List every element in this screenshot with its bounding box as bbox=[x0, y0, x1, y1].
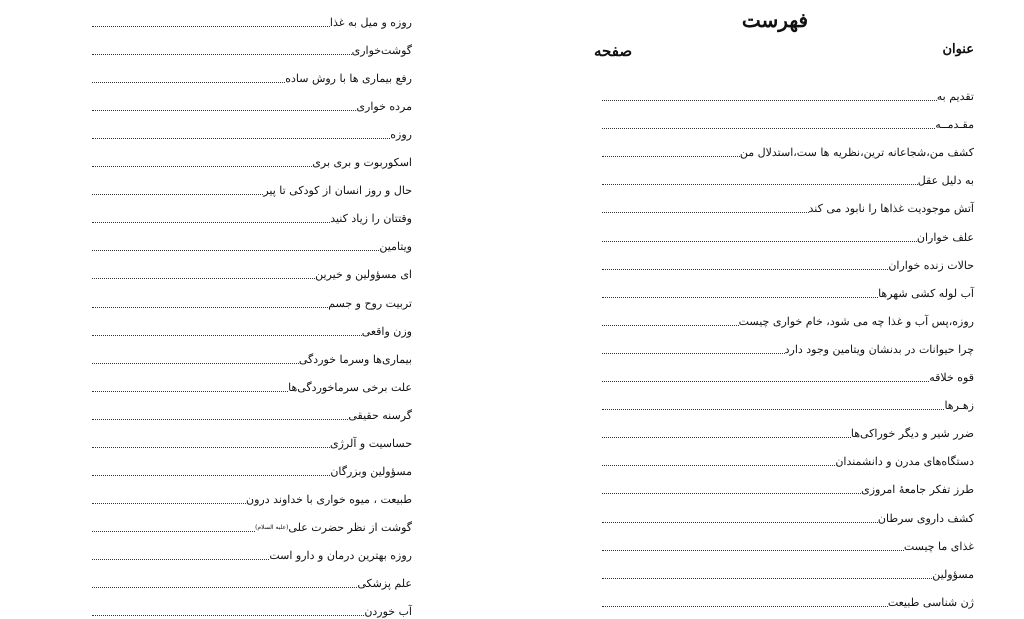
toc-entry[interactable] bbox=[92, 86, 412, 114]
dot-leader bbox=[92, 615, 364, 616]
dot-leader bbox=[602, 465, 835, 466]
dot-leader bbox=[92, 531, 255, 532]
toc-entry-label: حال و روز انسان از کودکی تا پیر bbox=[263, 184, 412, 198]
toc-entry[interactable] bbox=[92, 142, 412, 170]
toc-entry[interactable] bbox=[92, 170, 412, 198]
toc-entry[interactable] bbox=[92, 423, 412, 451]
toc-entry[interactable] bbox=[602, 132, 974, 160]
toc-entry[interactable] bbox=[602, 329, 974, 357]
toc-entry[interactable] bbox=[602, 188, 974, 216]
toc-entry[interactable] bbox=[92, 507, 412, 535]
dot-leader bbox=[92, 250, 379, 251]
toc-entry[interactable] bbox=[602, 413, 974, 441]
dot-leader bbox=[602, 297, 878, 298]
toc-entry[interactable] bbox=[92, 226, 412, 254]
dot-leader bbox=[92, 194, 263, 195]
toc-entry[interactable] bbox=[92, 367, 412, 395]
dot-leader bbox=[92, 54, 352, 55]
toc-entry-label: حالات زنده خواران bbox=[888, 258, 974, 272]
toc-entry-label: تقدیم به bbox=[936, 90, 974, 104]
dot-leader bbox=[602, 184, 918, 185]
toc-entry-label: چرا حیوانات در بدنشان ویتامین وجود دارد bbox=[784, 342, 974, 356]
dot-leader bbox=[92, 110, 356, 111]
dot-leader bbox=[602, 325, 739, 326]
toc-entry-label: طبیعت ، میوه خواری با خداوند درون bbox=[246, 492, 412, 506]
toc-entry[interactable] bbox=[602, 301, 974, 329]
toc-entry-label: روزه،پس آب و غذا چه می شود، خام خواری چیست bbox=[738, 314, 974, 328]
toc-entry[interactable] bbox=[602, 245, 974, 273]
toc-entry-label: رفع بیماری ها با روش ساده bbox=[285, 72, 412, 86]
toc-entry[interactable] bbox=[92, 591, 412, 619]
toc-entry[interactable] bbox=[92, 198, 412, 226]
dot-leader bbox=[602, 493, 861, 494]
toc-entry-label: بیماری‌ها وسرما خوردگی bbox=[298, 352, 412, 366]
dot-leader bbox=[602, 128, 935, 129]
dot-leader bbox=[602, 212, 809, 213]
toc-entry-label: آب لوله کشی شهرها bbox=[878, 286, 974, 300]
toc-entry-label: به دلیل عقل bbox=[917, 174, 974, 188]
toc-entry[interactable] bbox=[602, 469, 974, 497]
dot-leader bbox=[602, 550, 904, 551]
toc-entry-label: ضرر شیر و دیگر خوراکی‌ها bbox=[850, 427, 974, 441]
toc-entry-label: کشف من،شجاعانه ترین،نظریه ها ست،استدلال من bbox=[739, 146, 974, 160]
toc-entry[interactable] bbox=[92, 451, 412, 479]
dot-leader bbox=[92, 166, 312, 167]
column-header-title: عنوان bbox=[942, 42, 974, 57]
toc-entry[interactable] bbox=[92, 30, 412, 58]
toc-entry-label: دستگاه‌های مدرن و دانشمندان bbox=[835, 455, 974, 469]
toc-entry-label: ژن شناسی طبیعت bbox=[887, 595, 974, 609]
dot-leader bbox=[92, 447, 330, 448]
toc-right-column bbox=[602, 76, 974, 610]
toc-entry[interactable] bbox=[92, 311, 412, 339]
toc-entry[interactable] bbox=[92, 395, 412, 423]
dot-leader bbox=[92, 222, 330, 223]
toc-entry-label: مقـدمــه bbox=[935, 118, 974, 132]
toc-entry[interactable] bbox=[92, 282, 412, 310]
dot-leader bbox=[602, 269, 888, 270]
toc-entry-label: علف خواران bbox=[916, 230, 974, 244]
honorific-superscript: (علیه السلام) bbox=[255, 523, 289, 531]
toc-entry[interactable] bbox=[92, 563, 412, 591]
toc-entry-label: وزن واقعی bbox=[361, 324, 412, 338]
toc-entry-label: حساسیت و آلرژی bbox=[329, 436, 412, 450]
dot-leader bbox=[602, 437, 851, 438]
toc-entry-label: علت برخی سرماخوردگی‌ها bbox=[288, 380, 412, 394]
dot-leader bbox=[92, 26, 330, 27]
dot-leader bbox=[92, 82, 285, 83]
toc-entry-label: تربیت روح و جسم bbox=[328, 296, 412, 310]
toc-entry[interactable] bbox=[92, 339, 412, 367]
toc-entry-label: طرز تفکر جامعهٔ امروزی bbox=[861, 483, 974, 497]
dot-leader bbox=[602, 409, 944, 410]
toc-entry[interactable] bbox=[602, 76, 974, 104]
toc-entry-label: وقتتان را زیاد کنید bbox=[330, 212, 412, 226]
dot-leader bbox=[602, 381, 929, 382]
dot-leader bbox=[602, 100, 937, 101]
dot-leader bbox=[92, 307, 328, 308]
toc-entry[interactable] bbox=[602, 160, 974, 188]
dot-leader bbox=[602, 156, 740, 157]
dot-leader bbox=[92, 391, 288, 392]
toc-entry[interactable] bbox=[602, 582, 974, 610]
toc-entry-label: قوه خلاقه bbox=[929, 371, 974, 385]
dot-leader bbox=[92, 278, 315, 279]
toc-entry[interactable] bbox=[602, 497, 974, 525]
dot-leader bbox=[92, 335, 362, 336]
toc-entry[interactable] bbox=[92, 2, 412, 30]
toc-entry-label: روزه bbox=[390, 128, 412, 142]
toc-entry-label: آتش موجودیت غذاها را نابود می کند bbox=[808, 202, 974, 216]
toc-entry-label: زهـرها bbox=[944, 399, 974, 413]
page-title: فهرست bbox=[741, 8, 809, 32]
toc-entry-label: اسکوربوت و بری بری bbox=[312, 156, 412, 170]
dot-leader bbox=[92, 363, 299, 364]
dot-leader bbox=[602, 522, 878, 523]
dot-leader bbox=[602, 241, 917, 242]
toc-entry-label: مسؤولین bbox=[932, 567, 974, 581]
toc-entry-label: کشف داروی سرطان bbox=[877, 511, 974, 525]
toc-entry-label: علم پزشکی bbox=[357, 576, 412, 590]
toc-entry-label: مرده خواری bbox=[356, 100, 412, 114]
dot-leader bbox=[602, 353, 785, 354]
toc-entry-label: روزه بهترین درمان و دارو است bbox=[269, 548, 412, 562]
dot-leader bbox=[92, 419, 348, 420]
toc-entry-label: ویتامین bbox=[379, 240, 412, 254]
toc-entry-label: گوشت از نظر حضرت علی bbox=[288, 520, 412, 534]
toc-entry[interactable] bbox=[602, 357, 974, 385]
toc-entry[interactable] bbox=[92, 58, 412, 86]
toc-left-column bbox=[92, 2, 412, 619]
dot-leader bbox=[92, 138, 390, 139]
toc-entry-label: آب خوردن bbox=[364, 605, 412, 619]
dot-leader bbox=[92, 587, 357, 588]
toc-entry[interactable] bbox=[92, 479, 412, 507]
toc-entry[interactable] bbox=[602, 554, 974, 582]
toc-entry-label: روزه و میل به غذا bbox=[329, 16, 412, 30]
toc-entry-label: گوشت‌خواری bbox=[351, 44, 412, 58]
toc-entry-label: مسؤولین وبزرگان bbox=[330, 464, 412, 478]
toc-entry[interactable] bbox=[602, 526, 974, 554]
toc-entry[interactable] bbox=[92, 114, 412, 142]
toc-entry-label: ای مسؤولین و خیرین bbox=[315, 268, 412, 282]
toc-entry[interactable] bbox=[92, 254, 412, 282]
toc-entry[interactable] bbox=[92, 535, 412, 563]
toc-entry[interactable] bbox=[602, 216, 974, 244]
toc-entry[interactable] bbox=[602, 104, 974, 132]
toc-entry-label: غذای ما چیست bbox=[903, 539, 974, 553]
dot-leader bbox=[92, 475, 330, 476]
column-header-page: صفحه bbox=[594, 42, 633, 60]
toc-entry[interactable] bbox=[602, 273, 974, 301]
dot-leader bbox=[92, 503, 246, 504]
dot-leader bbox=[602, 578, 932, 579]
dot-leader bbox=[92, 559, 269, 560]
toc-entry[interactable] bbox=[602, 441, 974, 469]
toc-entry[interactable] bbox=[602, 385, 974, 413]
toc-entry-label: گرسنه حقیقی bbox=[348, 408, 412, 422]
